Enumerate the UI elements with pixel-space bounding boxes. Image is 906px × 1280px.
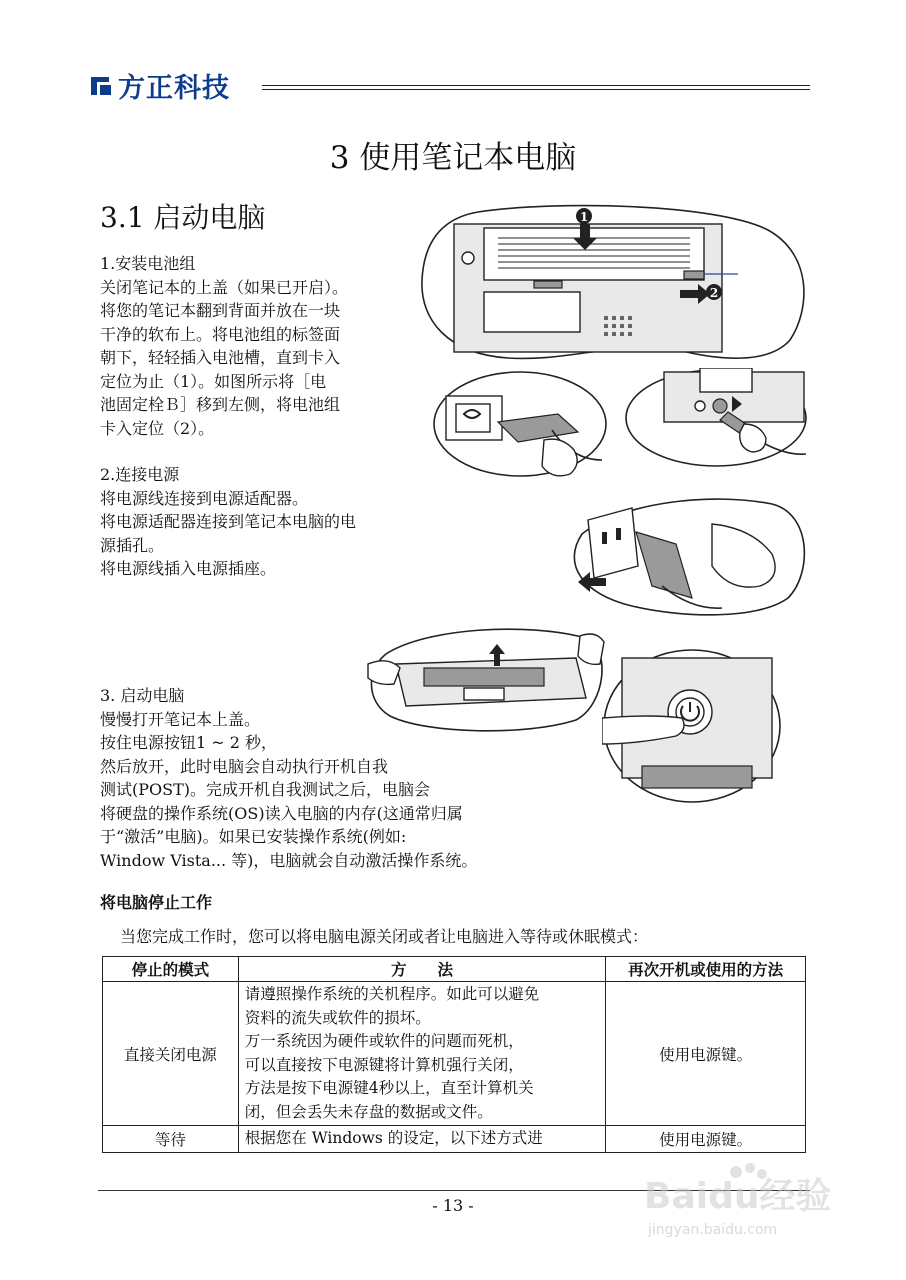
logo-icon [88, 73, 114, 99]
header-resume: 再次开机或使用的方法 [606, 957, 806, 982]
watermark-brand: Baidu经验 [644, 1176, 832, 1217]
row-resume: 使用电源键。 [606, 1126, 806, 1153]
page-number: - 13 - [432, 1196, 474, 1215]
step1-label: 1 [579, 210, 589, 224]
table-row [103, 982, 806, 1126]
watermark-url: jingyan.baidu.com [648, 1222, 778, 1238]
chapter-title: 3 使用笔记本电脑 [329, 140, 577, 176]
stop-intro-text: 当您完成工作时，您可以将电脑电源关闭或者让电脑进入等待或休眠模式： [120, 927, 649, 946]
row-mode: 等待 [103, 1126, 239, 1153]
step-start-text: 3. 启动电脑 慢慢打开笔记本上盖。 按住电源按钮1 ~ 2 秒， 然后放开，此时电脑会自动执行开机自我 测试(POST)。完成开机自我测试之后，电脑会 将硬盘的操作系统(OS)读入电脑的内存(这通常归属 于“激活”电脑)。如果已安装操作系统(例如: Window Vista... 等)，电脑就会自动激活操作系统。 [100, 686, 478, 870]
section-title: 3.1 启动电脑 [100, 201, 266, 234]
laptop-jack-illustration [624, 368, 810, 470]
row-resume: 使用电源键。 [606, 982, 806, 1126]
header-rule-thin [262, 89, 810, 90]
power-button-illustration [602, 648, 782, 804]
logo-text: 方正科技 [118, 73, 230, 104]
header-method: 方 法 [238, 957, 605, 982]
table-row [103, 1126, 806, 1153]
row-method: 根据您在 Windows 的设定，以下述方式进 [238, 1126, 605, 1153]
adapter-plug-illustration [432, 370, 610, 482]
company-logo [88, 66, 230, 105]
step2-label: 2 [709, 286, 719, 300]
battery-install-illustration [418, 200, 810, 368]
step-battery-text: 1.安装电池组 关闭笔记本的上盖（如果已开启）。 将您的笔记本翻到背面并放在一块 干净的软布上。将电池组的标签面 朝下，轻轻插入电池槽，直到卡入 定位为止（1）。如图所示将［电 池固定栓Ｂ］移到左侧，将电池组 卡入定位（2）。 [100, 254, 349, 438]
row-mode: 直接关闭电源 [103, 982, 239, 1126]
header-rule [262, 85, 810, 86]
table-header-row [103, 957, 806, 982]
stop-modes-table [102, 956, 806, 1153]
open-lid-illustration [366, 624, 606, 734]
header-mode: 停止的模式 [103, 957, 239, 982]
stop-section-title: 将电脑停止工作 [100, 893, 213, 912]
wall-outlet-illustration [562, 494, 810, 618]
baidu-watermark [644, 1162, 854, 1242]
row-method: 请遵照操作系统的关机程序。如此可以避免 资料的流失或软件的损坏。 万一系统因为硬件或软件的问题而死机， 可以直接按下电源键将计算机强行关闭， 方法是按下电源键4秒以上，直至计算机关 闭，但会丢失未存盘的数据或文件。 [238, 982, 605, 1126]
step-power-text: 2.连接电源 将电源线连接到电源适配器。 将电源适配器连接到笔记本电脑的电 源插孔。 将电源线插入电源插座。 [100, 465, 357, 578]
